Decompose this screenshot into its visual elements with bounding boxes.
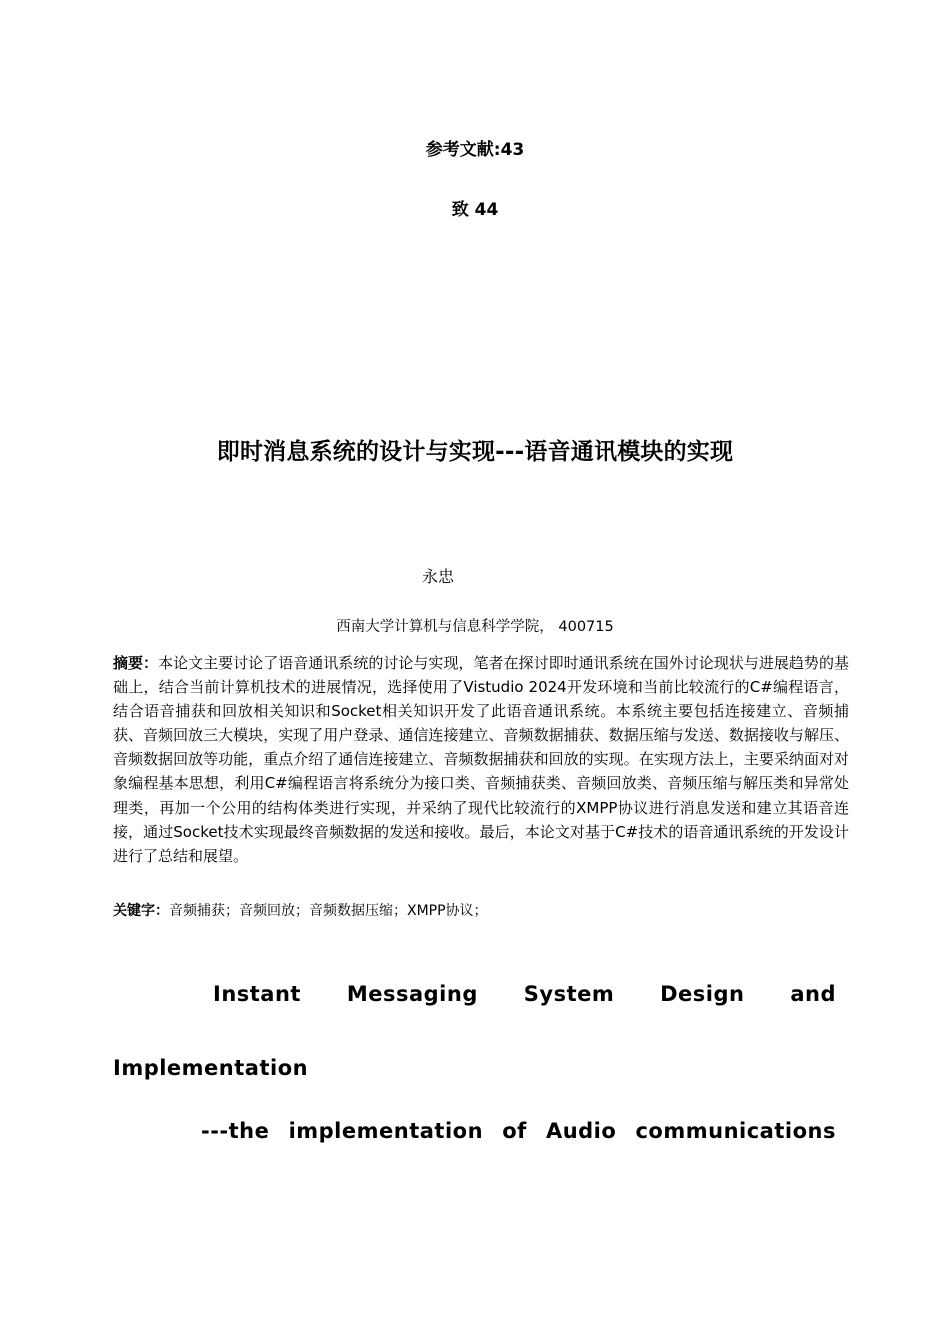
keywords-label: 关键字： xyxy=(113,903,169,919)
english-subtitle-word: implementation xyxy=(288,1119,484,1143)
keywords xyxy=(113,900,849,922)
english-title-word: and xyxy=(790,982,836,1006)
author-name: 永忠 xyxy=(421,567,454,586)
english-title-word: Design xyxy=(660,982,745,1006)
chinese-title: 即时消息系统的设计与实现---语音通讯模块的实现 xyxy=(216,439,734,465)
english-subtitle-word: of xyxy=(502,1119,527,1143)
toc-references: 参考文献:43 xyxy=(425,140,525,160)
keywords-text: 音频捕获；音频回放；音频数据压缩；XMPP协议； xyxy=(169,903,488,919)
english-title-word: System xyxy=(523,982,615,1006)
abstract xyxy=(113,651,849,868)
abstract-label: 摘要： xyxy=(113,654,159,672)
english-subtitle-word: Audio xyxy=(545,1119,617,1143)
english-subtitle-word: communications xyxy=(635,1119,836,1143)
abstract-text: 本论文主要讨论了语音通讯系统的讨论与实现，笔者在探讨即时通讯系统在国外讨论现状与进展趋势的基础上，结合当前计算机技术的进展情况，选择使用了Vistudio 2024开发环境和当前比较流行的C#编程语言，结合语音捕获和回放相关知识和Socket相关知识开发了此语音通讯系统。本系统主要包括连接建立、音频捕获、音频回放三大模块，实现了用户登录、通信连接建立、音频数据捕获、数据压缩与发送、数据接收与解压、音频数据回放等功能，重点介绍了通信连接建立、音频数据捕获和回放的实现。在实现方法上，主要采纳面对对象编程基本思想，利用C#编程语言将系统分为接口类、音频捕获类、音频回放类、音频压缩与解压类和异常处理类，再加一个公用的结构体类进行实现，并采纳了现代比较流行的XMPP协议进行消息发送和建立其语音连接，通过Socket技术实现最终音频数据的发送和接收。最后，本论文对基于C#技术的语音通讯系统的开发设计进行了总结和展望。 xyxy=(113,654,849,865)
english-title-line-2: Implementation xyxy=(113,1056,309,1080)
english-title-line-1 xyxy=(113,979,836,1009)
english-title-word: Instant xyxy=(213,982,301,1006)
author-affiliation: 西南大学计算机与信息科学学院， 400715 xyxy=(336,619,614,635)
english-subtitle-line xyxy=(113,1116,836,1146)
toc-acknowledgements: 致 44 xyxy=(451,200,499,220)
english-title-word: Messaging xyxy=(346,982,478,1006)
english-subtitle-word: ---the xyxy=(201,1119,270,1143)
